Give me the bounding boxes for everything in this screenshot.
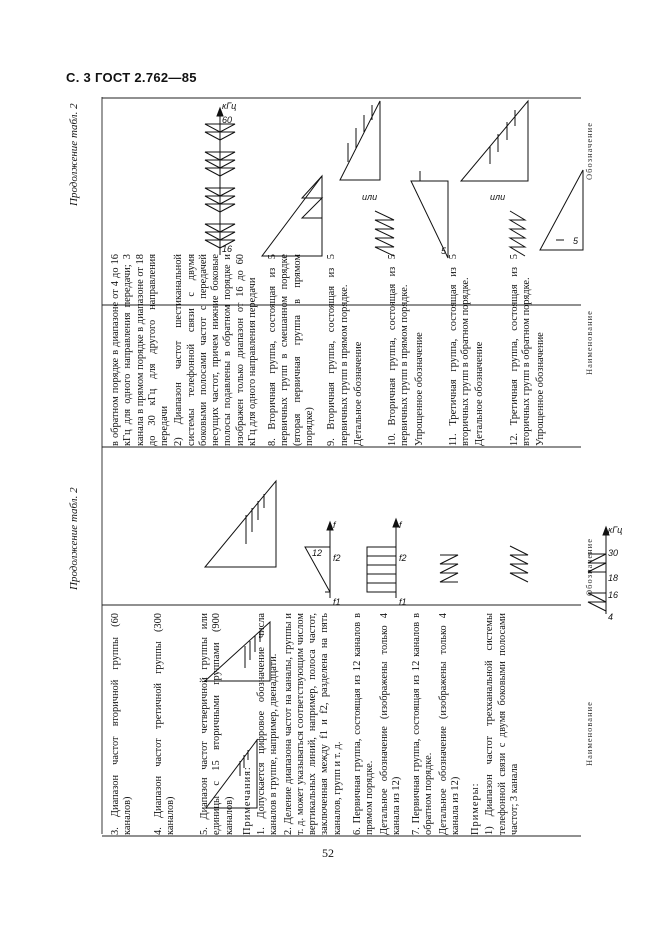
example-1-text: 1) Диапазон частот трехканальной системы телефонной связи с двумя боковыми полосами частот; 3 канала xyxy=(484,613,520,835)
row-5-text: 5. Диапазон частот четверичной группы или единицы с 15 вторичными группами (900 каналов) xyxy=(199,613,235,835)
label-f1-a: f1 xyxy=(333,597,341,607)
label-f-a: f xyxy=(333,520,336,530)
row-7-text: 7. Первичная группа, состоящая из 12 каналов в обратном порядке. xyxy=(411,613,435,835)
label-30: 30 xyxy=(608,548,619,558)
left-col-header-designation: Обозначение xyxy=(584,538,594,596)
primary-group-reverse-symbol xyxy=(510,546,528,582)
tertiary-detail-symbol xyxy=(510,211,525,256)
label-f2-b: f2 xyxy=(399,553,407,563)
label-16: 16 xyxy=(608,590,619,600)
label-16-b: 16 xyxy=(222,244,233,254)
example-2-text: 2) Диапазон частот шестиканальной системы телефонной связи с двумя боковыми полосами частот с передачей несущих частот, причем нижние боковые полосы подавлены в обратном порядке и изображен только диапазон от 16 до 60 кГц для одного направления передачи xyxy=(173,254,258,446)
row-10-simple: Упрощенное обозначение xyxy=(413,332,425,446)
tertiary-detail-alt-symbol xyxy=(461,101,528,181)
row-8-text: 8. Вторичная группа, состоящая из 5 первичных групп в смешанном порядке (вторая первичная группа в прямом порядке) xyxy=(267,254,315,446)
row-9-text: 9. Вторичная группа, состоящая из 5 первичных групп в прямом порядке. xyxy=(326,254,350,446)
label-ili-b: или xyxy=(490,192,506,202)
page-number: 52 xyxy=(322,846,334,860)
secondary-detail-alt-symbol xyxy=(375,211,394,256)
row-3-text: 3. Диапазон частот вторичной группы (60 каналов) xyxy=(110,613,134,835)
note-1-text: 1. Допускается цифровое обозначение числа каналов в группе, например, двенадцати. xyxy=(256,613,280,835)
left-col-header-name: Наименование xyxy=(584,701,594,766)
example-1-symbol xyxy=(588,527,609,614)
label-f2-a: f2 xyxy=(333,553,341,563)
page-header: С. 3 ГОСТ 2.762—85 xyxy=(66,70,197,85)
row-10-text: 10. Вторичная группа, состоящая из 5 первичных групп в прямом порядке. xyxy=(387,254,411,446)
row-11-detail: Детальное обозначение xyxy=(474,341,486,446)
label-khz-a: кГц xyxy=(608,525,623,535)
right-col-header-name: Наименование xyxy=(584,310,594,375)
row-6-detail: Детальное обозначение (изображены только 4 канала из 12) xyxy=(378,613,402,835)
row-12-simple: Упрощенное обозначение xyxy=(535,332,547,446)
row-7-detail: Детальное обозначение (изображены только 4 канала из 12) xyxy=(437,613,461,835)
examples-heading: Примеры: xyxy=(470,782,482,835)
secondary-group-symbol xyxy=(206,740,257,808)
label-ili-a: или xyxy=(362,192,378,202)
right-continuation-label: Продолжение табл. 2 xyxy=(68,103,80,206)
five-channels-symbol xyxy=(367,519,399,598)
label-f1-b: f1 xyxy=(399,597,407,607)
label-f-b: f xyxy=(399,520,402,530)
notes-heading: Примечания: xyxy=(241,766,253,835)
right-col-header-designation: Обозначение xyxy=(584,122,594,180)
secondary-simplified-symbol xyxy=(411,171,448,258)
label-60: 60 xyxy=(222,115,233,125)
example-2-symbol xyxy=(205,108,235,255)
secondary-mixed-symbol xyxy=(262,176,322,256)
primary-group-direct-symbol xyxy=(440,555,458,582)
row-11-text: 11. Третичная группа, состоящая из 5 вторичных групп в обратном порядке. xyxy=(447,254,472,446)
label-5-a: 5 xyxy=(441,246,447,256)
row-4-text: 4. Диапазон частот третичной группы (300 каналов) xyxy=(152,613,176,835)
row-9-detail: Детальное обозначение xyxy=(352,341,364,446)
label-5-b: 5 xyxy=(573,236,579,246)
label-khz-b: кГц xyxy=(222,101,237,111)
label-4: 4 xyxy=(608,612,614,622)
secondary-detail-symbol xyxy=(340,101,380,180)
quaternary-group-symbol xyxy=(205,481,276,567)
row-6-text: 6. Первичная группа, состоящая из 12 каналов в прямом порядке. xyxy=(351,613,376,835)
note-2-text: 2. Деление диапазона частот на каналы, группы и т. д. может указываться соответствующим числом вертикальных линий, например, полоса частот, заключенная между f1 и f2, разделена на пять каналов, групп и т. д. xyxy=(282,613,343,835)
row-12-text: 12. Третичная группа, состоящая из 5 вторичных групп в обратном порядке. xyxy=(508,254,532,446)
example-1-cont: в обратном порядке в диапазоне от 4 до 16 кГц для одного направления передачи; 3 канала в прямом порядке в диапазоне от 18 до 30 кГц для другого направления передачи xyxy=(110,254,171,446)
label-12: 12 xyxy=(312,548,323,558)
label-18: 18 xyxy=(608,573,619,583)
tertiary-group-symbol xyxy=(205,622,270,681)
left-continuation-label: Продолжение табл. 2 xyxy=(68,487,80,590)
digit-designation-symbol xyxy=(305,522,333,598)
